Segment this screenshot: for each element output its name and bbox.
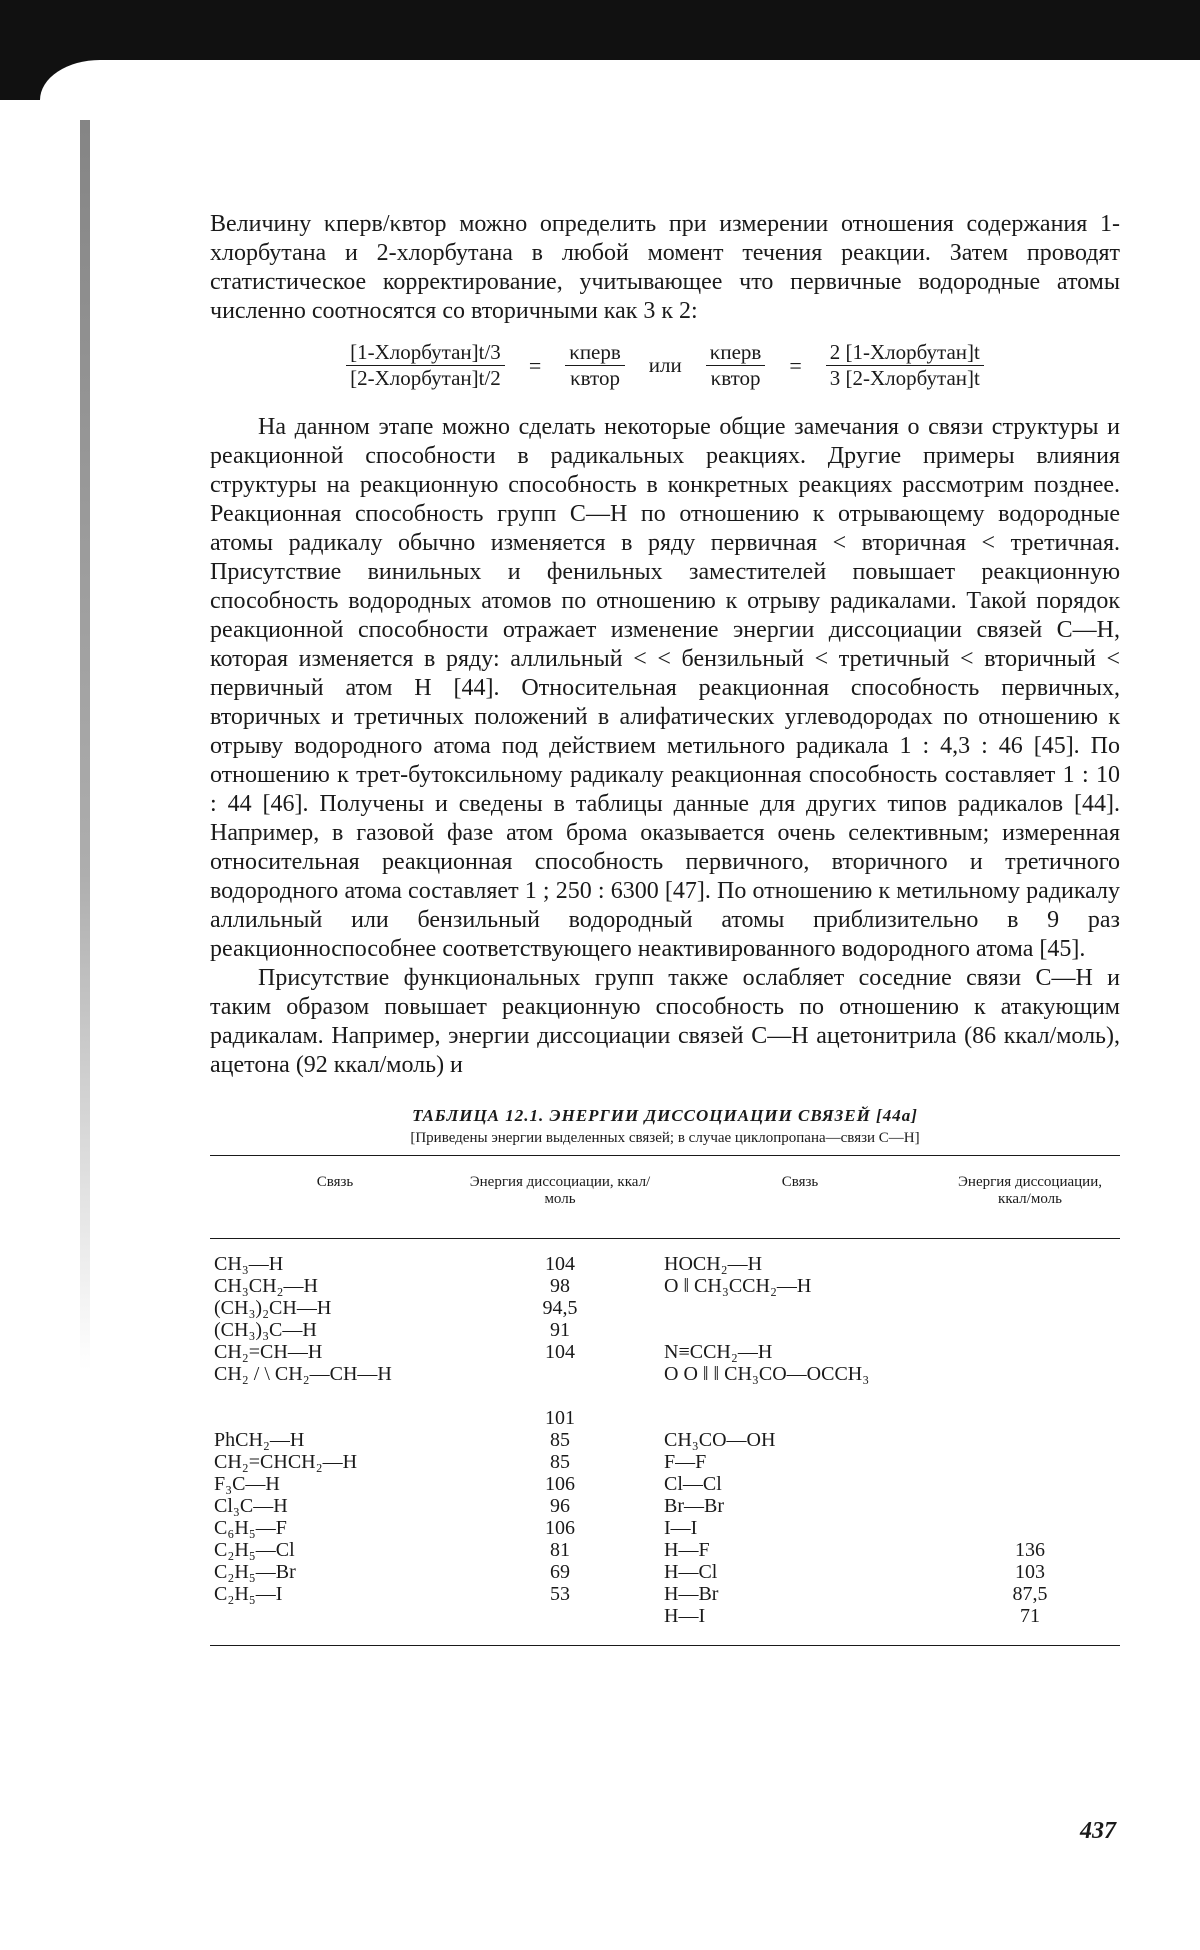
table-cell: O O ‖ ‖ CH₃CO—OCCH₃ [664, 1363, 870, 1385]
table-cell [940, 1429, 1120, 1451]
ratio-formula [210, 340, 1120, 391]
column-right-values [940, 1253, 1120, 1627]
table-cell: 104 [545, 1253, 575, 1275]
table-cell [940, 1451, 1120, 1473]
formula-equals-2: = [789, 352, 802, 378]
table-cell: 91 [550, 1319, 570, 1341]
paragraph-2: На данном этапе можно сделать некоторые общие замечания о связи структуры и реакционной способности в радикальных реакциях. Другие примеры влияния структуры на реакционную способность в конкретных реакциях рассмотрим позднее. Реакционная способность групп С—Н по отношению к отрывающему водородные атомы радикалу обычно изменяется в ряду первичная < вторичная < третичная. Присутствие винильных и фенильных заместителей повышает реакционную способность водородных атомов по отношению к отрыву радикалами. Такой порядок реакционной способности отражает изменение энергии диссоциации связей С—Н, которая изменяется в ряду: аллильный < < бензильный < третичный < вторичный < первичный атом Н [44]. Относительная реакционная способность первичных, вторичных и третичных положений в алифатических углеводородах по отношению к отрыву водородного атома под действием метильного радикала 1 : 4,3 : 46 [45]. По отношению к трет-бутоксильному радикалу реакционная способность составляет 1 : 10 : 44 [46]. Получены и сведены в таблицы данные для других типов радикалов [44]. Например, в газовой фазе атом брома оказывается очень селективным; измеренная относительная реакционная способность первичного, вторичного и третичного водородного атома составляет 1 ; 250 : 6300 [47]. По отношению к метильному радикалу аллильный или бензильный водородный атомы приблизительно в 9 раз реакционноспособнее соответствующего неактивированного водородного атома [45]. [210, 414, 1120, 962]
table-cell: CH₂=CHCH₂—H [214, 1451, 358, 1473]
table-cell [940, 1495, 1120, 1517]
table-cell [940, 1275, 1120, 1341]
table-cell: 87,5 [1012, 1583, 1048, 1605]
table-cell: 69 [550, 1561, 570, 1583]
column-right-bonds [660, 1253, 940, 1627]
table-cell: 85 [550, 1451, 570, 1473]
table-cell: N≡CCH₂—H [664, 1341, 773, 1363]
table-cell: C₂H₅—Br [214, 1561, 296, 1583]
header-energy-left: Энергия диссоциации, ккал/моль [469, 1174, 651, 1207]
table-cell: 71 [1020, 1605, 1040, 1627]
table-cell: 96 [550, 1495, 570, 1517]
scan-page-edge [40, 60, 1200, 140]
formula-equals-1: = [528, 352, 542, 378]
table-cell: C₆H₅—F [214, 1517, 287, 1539]
table-cell [940, 1363, 1120, 1429]
header-bond-left: Связь [316, 1174, 354, 1190]
formula-mid: $\frac{\text{κперв}}{\text{κвтор}}$ [565, 340, 625, 391]
header-energy-right: Энергия диссоциации, ккал/моль [958, 1174, 1102, 1207]
table-cell: 53 [550, 1583, 570, 1605]
table-cell [940, 1341, 1120, 1363]
table-cell: 103 [1015, 1561, 1045, 1583]
formula-lhs: $\frac{\text{[1-Хлорбутан]t/3}}{\text{[2-Хлорбутан]t/2}}$ [346, 340, 505, 391]
table-cell: H—Cl [664, 1561, 718, 1583]
table-cell: CH₂ / \ CH₂—CH—H [214, 1363, 392, 1385]
table-cell: (CH₃)₃C—H [214, 1319, 317, 1341]
table-header [210, 1156, 1120, 1230]
table-cell: 104 [545, 1341, 575, 1363]
table-cell: 85 [550, 1429, 570, 1451]
table-cell: HOCH₂—H [664, 1253, 763, 1275]
table-cell: H—Br [664, 1583, 719, 1605]
table-cell [940, 1473, 1120, 1495]
table-cell: 101 [545, 1407, 575, 1429]
table-cell: O ‖ CH₃CCH₂—H [664, 1275, 812, 1297]
table-title: ТАБЛИЦА 12.1. ЭНЕРГИИ ДИССОЦИАЦИИ СВЯЗЕЙ [44а] [412, 1106, 918, 1125]
table-cell: CH₃CH₂—H [214, 1275, 318, 1297]
formula-result: $\frac{\text{2 [1-Хлорбутан]t}}{\text{3 [2-Хлорбутан]t}}$ [826, 340, 984, 391]
paragraph-1: Величину κперв/κвтор можно определить при измерении отношения содержания 1-хлорбутана и 2-хлорбутана в любой момент течения реакции. Затем проводят статистическое корректирование, учитывающее что первичные водородные атомы численно соотносятся со вторичными как 3 к 2: [210, 211, 1120, 324]
table-cell: Br—Br [664, 1495, 724, 1517]
table-cell: 81 [550, 1539, 570, 1561]
table-cell: CH₃—H [214, 1253, 284, 1275]
table-cell: Cl₃C—H [214, 1495, 288, 1517]
table-cell [940, 1253, 1120, 1275]
paragraph-3: Присутствие функциональных групп также ослабляет соседние связи С—Н и таким образом повышает реакционную способность по отношению к атакующим радикалам. Например, энергии диссоциации связей С—Н ацетонитрила (86 ккал/моль), ацетона (92 ккал/моль) и [210, 965, 1120, 1078]
table-cell: C₂H₅—I [214, 1583, 283, 1605]
table-cell: PhCH₂—H [214, 1429, 305, 1451]
table-bottom-rule [210, 1645, 1120, 1646]
table-cell: C₂H₅—Cl [214, 1539, 295, 1561]
table-cell: 94,5 [542, 1297, 578, 1319]
page-number: 437 [1080, 1818, 1116, 1844]
table-cell [940, 1517, 1120, 1539]
table-cell: CH₃CO—OH [664, 1429, 776, 1451]
table-cell: CH₂=CH—H [214, 1341, 323, 1363]
table-cell: H—F [664, 1539, 710, 1561]
table-cell: Cl—Cl [664, 1473, 722, 1495]
table-cell: F₃C—H [214, 1473, 280, 1495]
table-cell: I—I [664, 1517, 698, 1539]
formula-rhs: $\frac{\text{κперв}}{\text{κвтор}}$ [706, 340, 766, 391]
table-cell: F—F [664, 1451, 707, 1473]
table-subtitle: [Приведены энергии выделенных связей; в случае циклопропана—связи С—Н] [410, 1130, 920, 1146]
page-body [210, 210, 1120, 1646]
table-cell: 136 [1015, 1539, 1045, 1561]
table-cell: 106 [545, 1517, 575, 1539]
column-left-bonds [210, 1253, 460, 1627]
table-cell: 98 [550, 1275, 570, 1297]
formula-or: или [648, 353, 682, 377]
table-cell: (CH₃)₂CH—H [214, 1297, 332, 1319]
column-left-values [460, 1253, 660, 1627]
table-cell: 106 [545, 1473, 575, 1495]
scan-binding-shadow [80, 120, 90, 1370]
header-bond-right: Связь [781, 1174, 819, 1190]
table-body [210, 1239, 1120, 1627]
table-cell: H—I [664, 1605, 706, 1627]
